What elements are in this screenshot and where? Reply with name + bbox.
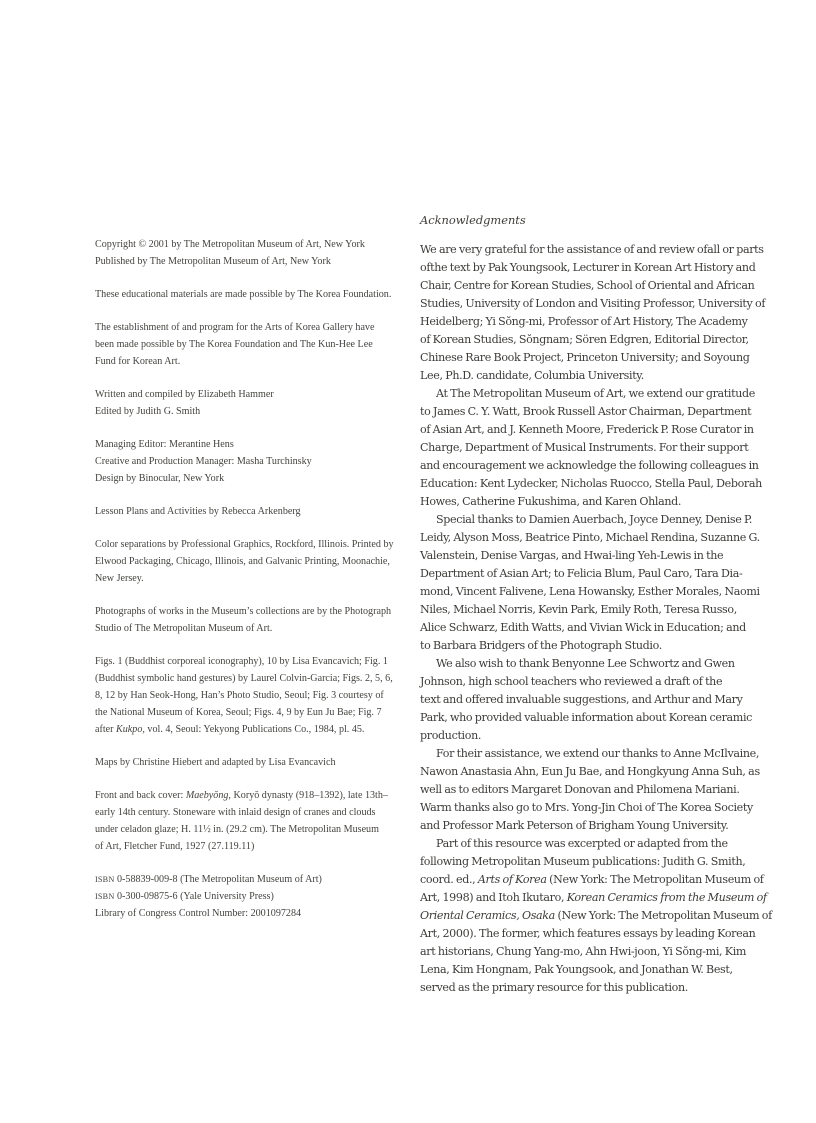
isbn-met: ISBN 0-58839-009-8 (The Metropolitan Museum of Art) xyxy=(95,874,322,885)
acknowledgments-paragraph-3: Special thanks to Damien Auerbach, Joyce Denney, Denise P. Leidy, Alyson Moss, Beatrice Pinto, Michael Rendina, Suzanne G. Valenstein, Denise Vargas, and Hwai-ling Yeh-Lewis in the Department of Asian Art; to Felicia Blum, Paul Caro, Tara Dia- mond, Vincent Falivene, Lena Howansky, Esther Morales, Naomi Niles, Michael Norris, Kevin Park, Emily Roth, Teresa Russo, Alice Schwarz, Edith Watts, and Vivian Wick in Education; and to Barbara Bridgers of the Photograph Studio. xyxy=(420,513,760,652)
authors-credit: Written and compiled by Elizabeth Hammer Edited by Judith G. Smith xyxy=(95,389,274,417)
acknowledgments-heading: Acknowledgments xyxy=(420,213,526,227)
copyright-notice: Copyright © 2001 by The Metropolitan Museum of Art, New York Published by The Metropolitan Museum of Art, New York xyxy=(95,239,365,267)
cover-credit: Front and back cover: Maebyŏng, Koryŏ dynasty (918–1392), late 13th– early 14th century. Stoneware with inlaid design of cranes and clouds under celadon glaze; H. 11½ in. (29.2 cm). The Metropolitan Museum of Art, Fletcher Fund, 1927 (27.119.11) xyxy=(95,790,388,852)
funding-notice: These educational materials are made possible by The Korea Foundation. xyxy=(95,289,392,300)
acknowledgments-paragraph-4: We also wish to thank Benyonne Lee Schwortz and Gwen Johnson, high school teachers who reviewed a draft of the text and offered invaluable suggestions, and Arthur and Mary Park, who provided valuable information about Korean ceramic production. xyxy=(420,657,753,742)
printing-credit: Color separations by Professional Graphics, Rockford, Illinois. Printed by Elwood Packaging, Chicago, Illinois, and Galvanic Printing, Moonachie, New Jersey. xyxy=(95,539,394,584)
acknowledgments-paragraph-6: Part of this resource was excerpted or adapted from the following Metropolitan Museum publications: Judith G. Smith, coord. ed., Arts of Korea (New York: The Metropolitan Museum of Art, 1998) and Itoh Ikutaro, Korean Ceramics from the Museum of Oriental Ceramics, Osaka (New York: The Metropolitan Museum of Art, 2000). The former, which features essays by leading Korean art historians, Chung Yang-mo, Ahn Hwi-joon, Yi Sŏng-mi, Kim Lena, Kim Hongnam, Pak Youngsook, and Jonathan W. Best, served as the primary resource for this publication. xyxy=(420,837,772,994)
colophon xyxy=(95,236,400,938)
maps-credit: Maps by Christine Hiebert and adapted by Lisa Evancavich xyxy=(95,757,336,768)
gallery-notice: The establishment of and program for the Arts of Korea Gallery have been made possible by The Korea Foundation and The Kun-Hee Lee Fund for Korean Art. xyxy=(95,322,375,367)
photographs-credit: Photographs of works in the Museum’s collections are by the Photograph Studio of The Metropolitan Museum of Art. xyxy=(95,606,392,634)
figures-credit: Figs. 1 (Buddhist corporeal iconography), 10 by Lisa Evancavich; Fig. 1 (Buddhist symbolic hand gestures) by Laurel Colvin-Garcia; Figs. 2, 5, 6, 8, 12 by Han Seok-Hong, Han’s Photo Studio, Seoul; Fig. 3 courtesy of the National Museum of Korea, Seoul; Figs. 4, 9 by Eun Ju Bae; Fig. 7 after Kukpo, vol. 4, Seoul: Yekyong Publications Co., 1984, pl. 45. xyxy=(95,656,393,735)
acknowledgments-paragraph-1: We are very grateful for the assistance of and review ofall or parts ofthe text by Pak Youngsook, Lecturer in Korean Art History and Chair, Centre for Korean Studies, School of Oriental and African Studies, University of London and Visiting Professor, University of Heidelberg; Yi Sŏng-mi, Professor of Art History, The Academy of Korean Studies, Sŏngnam; Sören Edgren, Editorial Director, Chinese Rare Book Project, Princeton University; and Soyoung Lee, Ph.D. candidate, Columbia University. xyxy=(420,243,766,382)
acknowledgments-body xyxy=(420,241,772,997)
publication-identifiers xyxy=(95,871,400,922)
isbn-yale: ISBN 0-300-09875-6 (Yale University Press) xyxy=(95,891,274,902)
lesson-plans-credit: Lesson Plans and Activities by Rebecca Arkenberg xyxy=(95,506,301,517)
loc-control-number: Library of Congress Control Number: 2001097284 xyxy=(95,908,302,919)
acknowledgments-paragraph-5: For their assistance, we extend our thanks to Anne McIlvaine, Nawon Anastasia Ahn, Eun Ju Bae, and Hongkyung Anna Suh, as well as to editors Margaret Donovan and Philomena Mariani. Warm thanks also go to Mrs. Yong-Jin Choi of The Korea Society and Professor Mark Peterson of Brigham Young University. xyxy=(420,747,760,832)
acknowledgments-section xyxy=(420,210,772,997)
acknowledgments-paragraph-2: At The Metropolitan Museum of Art, we extend our gratitude to James C. Y. Watt, Brook Russell Astor Chairman, Department of Asian Art, and J. Kenneth Moore, Frederick P. Rose Curator in Charge, Department of Musical Instruments. For their support and encouragement we acknowledge the following colleagues in Education: Kent Lydecker, Nicholas Ruocco, Stella Paul, Deborah Howes, Catherine Fukushima, and Karen Ohland. xyxy=(420,387,762,508)
staff-credit: Managing Editor: Merantine Hens Creative and Production Manager: Masha Turchinsky Design by Binocular, New York xyxy=(95,439,312,484)
